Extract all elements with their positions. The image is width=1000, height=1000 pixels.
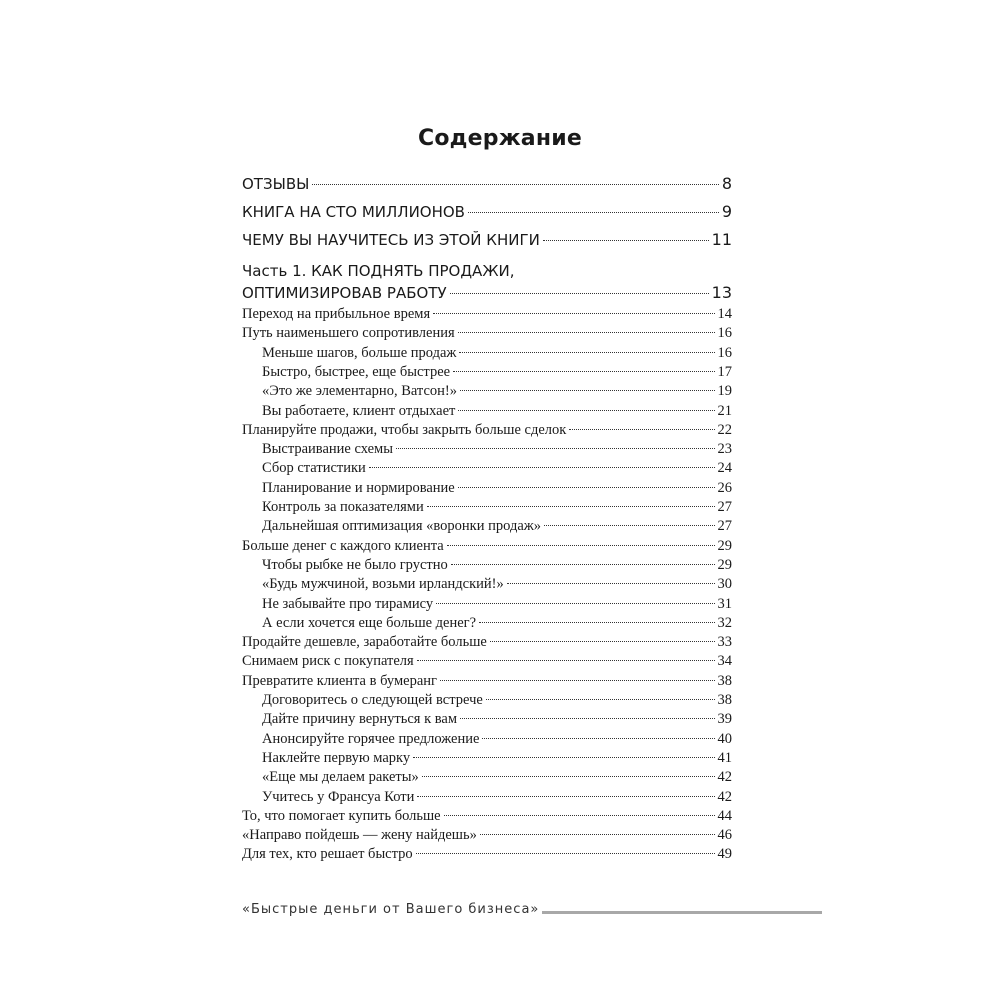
toc-entry-title: Больше денег с каждого клиента (242, 538, 444, 554)
toc-page-number: 27 (717, 518, 732, 534)
toc-entry-row[interactable] (242, 325, 732, 342)
toc-entry-title: Учитесь у Франсуа Коти (262, 789, 415, 805)
dot-leader (458, 332, 715, 333)
toc-entry-title: «Будь мужчиной, возьми ирландский!» (262, 576, 504, 592)
toc-entry-row[interactable] (262, 576, 732, 593)
footer-rule (542, 911, 822, 914)
toc-page-number: 38 (717, 692, 732, 708)
toc-entry-row[interactable] (262, 518, 732, 535)
toc-entry-row[interactable] (262, 750, 732, 767)
toc-page-number: 9 (721, 202, 732, 221)
toc-entry-title: Меньше шагов, больше продаж (262, 345, 457, 361)
toc-page-number: 41 (717, 750, 732, 766)
toc-entry-row[interactable] (262, 441, 732, 458)
toc-entry-row[interactable] (242, 827, 732, 844)
toc-entry-row[interactable] (242, 422, 732, 439)
dot-leader (490, 641, 715, 642)
dot-leader (436, 603, 714, 604)
toc-page-number: 44 (717, 808, 732, 824)
toc-entry-title: Продайте дешевле, заработайте больше (242, 634, 487, 650)
toc-entry-title: ЧЕМУ ВЫ НАУЧИТЕСЬ ИЗ ЭТОЙ КНИГИ (242, 231, 540, 249)
part-title-line1: Часть 1. КАК ПОДНЯТЬ ПРОДАЖИ, (242, 262, 515, 280)
dot-leader (447, 545, 715, 546)
toc-page-number: 49 (717, 846, 732, 862)
toc-entry-row[interactable] (262, 345, 732, 362)
toc-entry-title: Сбор статистики (262, 460, 366, 476)
toc-page-number: 16 (717, 325, 732, 341)
dot-leader (440, 680, 715, 681)
toc-entry-row[interactable] (262, 769, 732, 786)
dot-leader (569, 429, 714, 430)
dot-leader (427, 506, 715, 507)
toc-page-number: 8 (721, 174, 732, 193)
toc-entry-title: Анонсируйте горячее предложение (262, 731, 480, 747)
toc-entry-row[interactable] (262, 692, 732, 709)
toc-page-number: 19 (717, 383, 732, 399)
toc-page-number: 13 (711, 283, 732, 302)
dot-leader (369, 467, 715, 468)
dot-leader (482, 738, 714, 739)
toc-entry-title: То, что помогает купить больше (242, 808, 441, 824)
toc-entry-row[interactable] (262, 789, 732, 806)
dot-leader (413, 757, 714, 758)
toc-entry-title: Чтобы рыбке не было грустно (262, 557, 448, 573)
toc-entry-title: А если хочется еще больше денег? (262, 615, 477, 631)
dot-leader (460, 718, 714, 719)
toc-entry-row[interactable] (242, 673, 732, 690)
toc-entry-title: Дайте причину вернуться к вам (262, 711, 458, 727)
toc-page-number: 27 (717, 499, 732, 515)
toc-entry-title: Превратите клиента в бумеранг (242, 673, 437, 689)
dot-leader (451, 564, 715, 565)
toc-page-number: 33 (717, 634, 732, 650)
toc-entry-title: «Направо пойдешь — жену найдешь» (242, 827, 477, 843)
dot-leader (396, 448, 715, 449)
toc-entry-title: Планирование и нормирование (262, 480, 455, 496)
page-title: Содержание (418, 126, 582, 151)
toc-entry-row[interactable] (242, 306, 732, 323)
toc-entry-title: Дальнейшая оптимизация «воронки продаж» (262, 518, 542, 534)
toc-entry-row[interactable] (262, 731, 732, 748)
dot-leader (417, 796, 714, 797)
toc-entry-row[interactable] (242, 846, 732, 863)
toc-entry-title: Договоритесь о следующей встрече (262, 692, 483, 708)
toc-entry-row[interactable] (262, 460, 732, 477)
toc-entry-title: Вы работаете, клиент отдыхает (262, 403, 456, 419)
toc-entry-title: Выстраивание схемы (262, 441, 393, 457)
running-footer-title: «Быстрые деньги от Вашего бизнеса» (242, 902, 540, 917)
toc-entry-title: Не забывайте про тирамису (262, 596, 434, 612)
toc-entry-row[interactable] (242, 653, 732, 670)
dot-leader (416, 853, 715, 854)
dot-leader (422, 776, 715, 777)
toc-entry-row[interactable] (262, 480, 732, 497)
toc-page-number: 16 (717, 345, 732, 361)
dot-leader (433, 313, 714, 314)
toc-entry-title: Контроль за показателями (262, 499, 424, 515)
toc-page-number: 39 (717, 711, 732, 727)
toc-part-row[interactable] (242, 283, 732, 302)
toc-entry-title: Путь наименьшего сопротивления (242, 325, 455, 341)
dot-leader (417, 660, 715, 661)
dot-leader (453, 371, 714, 372)
toc-entry-title: Быстро, быстрее, еще быстрее (262, 364, 451, 380)
toc-page-number: 26 (717, 480, 732, 496)
toc-entry-row[interactable] (242, 538, 732, 555)
dot-leader (544, 525, 714, 526)
toc-entry-row[interactable] (262, 499, 732, 516)
dot-leader (543, 240, 709, 241)
toc-entry-title: Наклейте первую марку (262, 750, 411, 766)
toc-page-number: 38 (717, 673, 732, 689)
toc-entry-title: Снимаем риск с покупателя (242, 653, 414, 669)
dot-leader (459, 352, 714, 353)
dot-leader (479, 622, 714, 623)
dot-leader (507, 583, 715, 584)
toc-page-number: 34 (717, 653, 732, 669)
toc-page-number: 42 (717, 769, 732, 785)
toc-page-number: 23 (717, 441, 732, 457)
dot-leader (458, 487, 715, 488)
dot-leader (458, 410, 714, 411)
toc-page-number: 11 (711, 230, 732, 249)
dot-leader (480, 834, 715, 835)
dot-leader (468, 212, 719, 213)
toc-page-number: 42 (717, 789, 732, 805)
toc-entry-title: ОПТИМИЗИРОВАВ РАБОТУ (242, 284, 447, 302)
toc-page-number: 46 (717, 827, 732, 843)
toc-page-number: 30 (717, 576, 732, 592)
toc-entry-row[interactable] (262, 557, 732, 574)
dot-leader (450, 293, 709, 294)
toc-entry-row[interactable] (262, 403, 732, 420)
toc-entry-row[interactable] (262, 364, 732, 381)
toc-entry-title: ОТЗЫВЫ (242, 175, 310, 193)
toc-entry-title: «Еще мы делаем ракеты» (262, 769, 419, 785)
dot-leader (312, 184, 718, 185)
toc-page-number: 17 (717, 364, 732, 380)
toc-entry-title: Переход на прибыльное время (242, 306, 431, 322)
toc-page-number: 14 (717, 306, 732, 322)
toc-page-number: 24 (717, 460, 732, 476)
toc-entry-title: КНИГА НА СТО МИЛЛИОНОВ (242, 203, 465, 221)
toc-entry-title: Для тех, кто решает быстро (242, 846, 413, 862)
toc-entry-row[interactable] (242, 808, 732, 825)
toc-page-number: 31 (717, 596, 732, 612)
toc-page-number: 29 (717, 538, 732, 554)
toc-page-number: 40 (717, 731, 732, 747)
toc-entry-row[interactable] (242, 634, 732, 651)
toc-chapter-row[interactable] (242, 174, 732, 193)
dot-leader (486, 699, 715, 700)
toc-chapter-row[interactable] (242, 202, 732, 221)
toc-page-number: 32 (717, 615, 732, 631)
toc-entry-row[interactable] (262, 711, 732, 728)
toc-entry-title: Планируйте продажи, чтобы закрыть больше сделок (242, 422, 567, 438)
toc-entry-row[interactable] (262, 383, 732, 400)
toc-page-number: 29 (717, 557, 732, 573)
toc-page-number: 21 (717, 403, 732, 419)
toc-page-number: 22 (717, 422, 732, 438)
toc-entry-row[interactable] (262, 596, 732, 613)
toc-entry-row[interactable] (262, 615, 732, 632)
dot-leader (444, 815, 715, 816)
toc-entry-title: «Это же элементарно, Ватсон!» (262, 383, 457, 399)
dot-leader (460, 390, 715, 391)
toc-chapter-row[interactable] (242, 230, 732, 249)
